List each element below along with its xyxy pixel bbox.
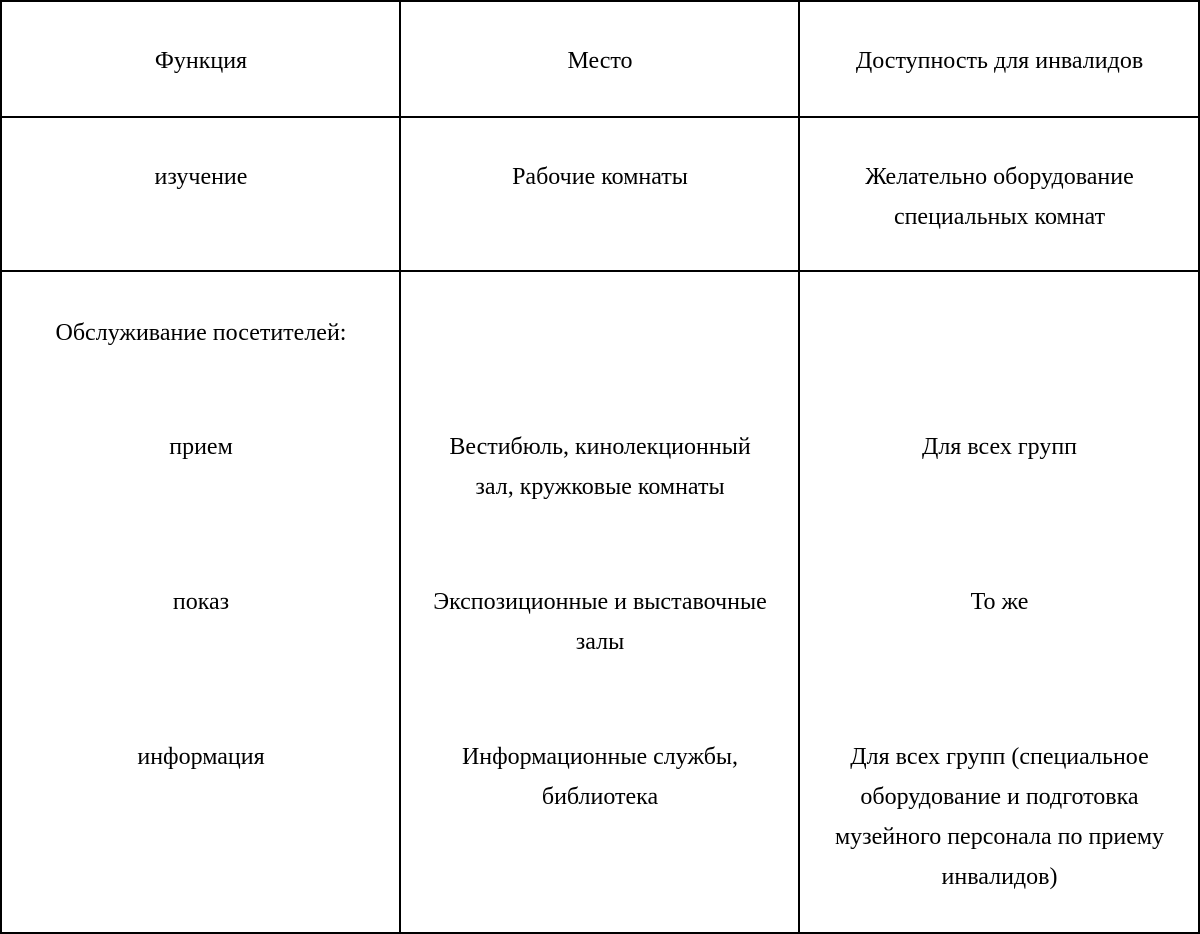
column-divider-1 <box>399 0 401 934</box>
header-function: Функция <box>154 48 248 74</box>
table-border-left <box>0 0 2 934</box>
group-label: Обслуживание посетителей: <box>55 320 347 346</box>
header-accessibility: Доступность для инвалидов <box>855 48 1144 74</box>
row-divider-1 <box>0 116 1200 118</box>
table-row-access: Желательно оборудование специальных комнат <box>865 164 1134 230</box>
table-border-top <box>0 0 1200 2</box>
row-divider-2 <box>0 270 1200 272</box>
table-row-function: изучение <box>154 164 248 190</box>
table-row-access: Для всех групп (специальное оборудование и подготовка музейного персонала по приему инвалидов) <box>834 744 1165 890</box>
table-row-place: Экспозиционные и выставочные залы <box>433 589 767 655</box>
header-place: Место <box>567 48 633 74</box>
table-row-place: Вестибюль, кинолекционный зал, кружковые комнаты <box>449 434 751 500</box>
table-row-access: Для всех групп <box>921 434 1078 460</box>
table-row-function: информация <box>137 744 265 770</box>
table-row-function: показ <box>172 589 230 615</box>
table-row-place: Рабочие комнаты <box>512 164 688 190</box>
column-divider-2 <box>798 0 800 934</box>
table-row-function: прием <box>169 434 233 460</box>
table-row-place: Информационные службы, библиотека <box>461 744 739 810</box>
table-row-access: То же <box>970 589 1029 615</box>
